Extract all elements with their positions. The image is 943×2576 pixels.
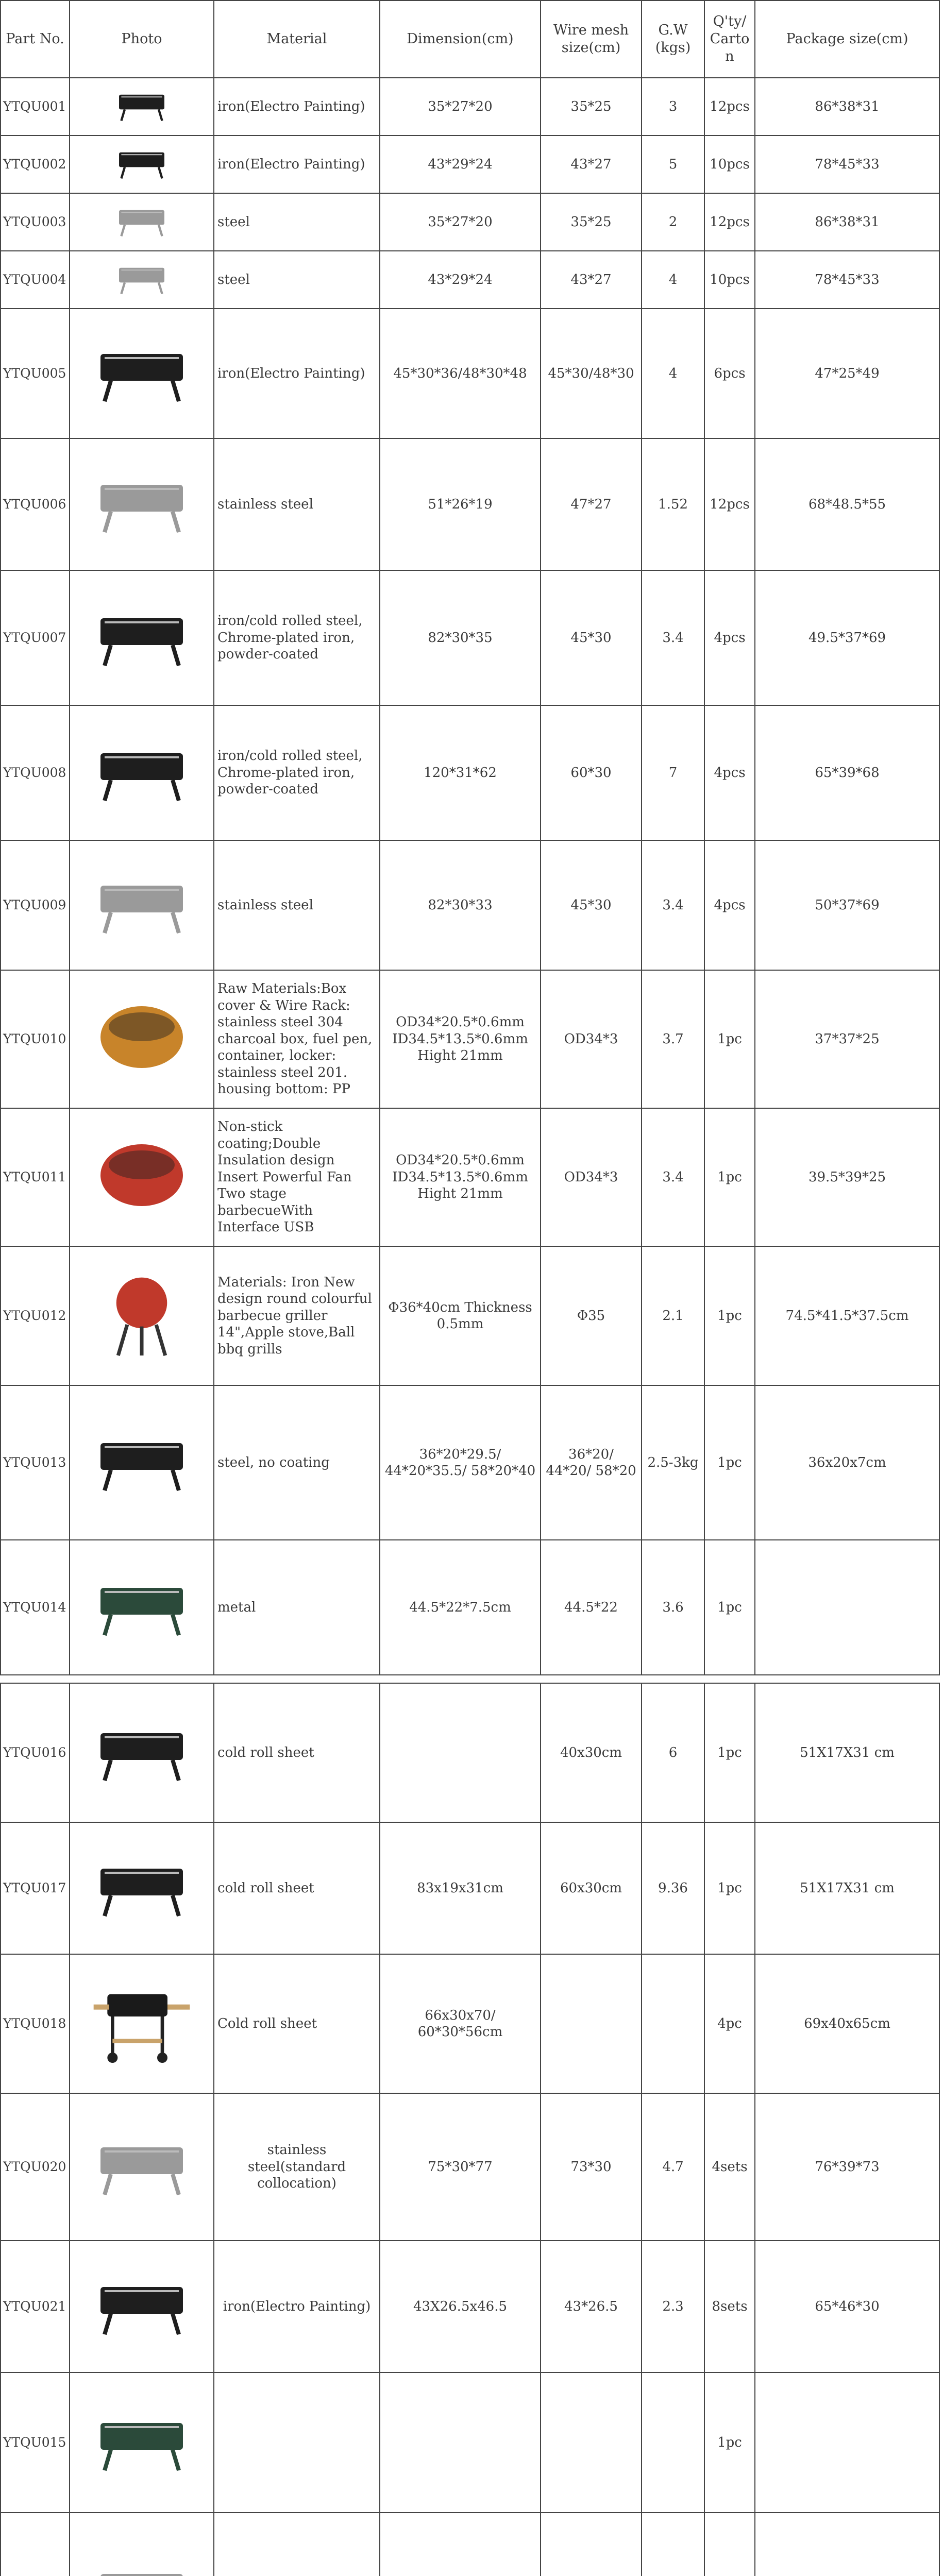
gw-cell: 4: [642, 309, 704, 438]
product-photo: [70, 1954, 214, 2093]
package-size-cell: 69x40x65cm: [755, 1954, 939, 2093]
lidded-grill-icon: [90, 2259, 193, 2354]
wire-mesh-cell: 60x30cm: [541, 1822, 642, 1954]
package-size-cell: 65*46*30: [755, 2241, 939, 2372]
gw-cell: 3.6: [642, 1540, 704, 1675]
product-photo: [70, 2372, 214, 2513]
box-grill-icon: [90, 326, 193, 421]
gw-cell: 3: [642, 78, 704, 135]
wire-mesh-cell: 35*25: [541, 193, 642, 251]
wire-mesh-cell: 36*20/ 44*20/ 58*20: [541, 1385, 642, 1540]
part-no-cell: YTQU016: [1, 1683, 70, 1822]
table-row: [1, 135, 939, 193]
table-row: [1, 1540, 939, 1675]
foldable-stand-grill-icon: [90, 1415, 193, 1511]
gw-cell: 3.4: [642, 840, 704, 970]
divider-cell: [1, 1675, 939, 1683]
product-photo: [70, 135, 214, 193]
table-row: [1, 1822, 939, 1954]
package-size-cell: 51X17X31 cm: [755, 1683, 939, 1822]
table-row: [1, 970, 939, 1108]
part-no-cell: YTQU021: [1, 2241, 70, 2372]
wire-mesh-cell: 43*26.5: [541, 2241, 642, 2372]
table-row: [1, 2241, 939, 2372]
product-photo: [70, 1246, 214, 1385]
gw-cell: 3.7: [642, 970, 704, 1108]
dimension-cell: OD34*20.5*0.6mm ID34.5*13.5*0.6mm Hight 21mm: [380, 970, 541, 1108]
material-cell: Materials: Iron New design round colourful barbecue griller 14",Apple stove,Ball bbq grills: [214, 1246, 380, 1385]
dimension-cell: 35*27*20: [380, 78, 541, 135]
material-cell: iron(Electro Painting): [214, 135, 380, 193]
wire-mesh-cell: 60*30: [541, 705, 642, 840]
wire-mesh-cell: 43*27: [541, 251, 642, 309]
material-cell: cold roll sheet: [214, 1822, 380, 1954]
qty-cell: 1pc: [704, 1108, 755, 1246]
stand-grill-icon: [90, 1841, 193, 1936]
gw-cell: [642, 1954, 704, 2093]
table-row: [1, 1954, 939, 2093]
kettle-grill-icon: [90, 1268, 193, 1364]
qty-cell: 1pc: [704, 1246, 755, 1385]
wire-mesh-cell: 40x30cm: [541, 1683, 642, 1822]
product-photo: [70, 705, 214, 840]
gw-cell: 2.1: [642, 1246, 704, 1385]
dimension-cell: 45*30*36/48*30*48: [380, 309, 541, 438]
dimension-cell: [380, 1683, 541, 1822]
material-cell: steel, no coating: [214, 1385, 380, 1540]
wire-mesh-cell: OD34*3: [541, 970, 642, 1108]
qty-cell: 4pcs: [704, 840, 755, 970]
header-dimension: Dimension(cm): [380, 1, 541, 78]
qty-cell: [704, 2513, 755, 2576]
stainless-legged-grill-icon: [90, 858, 193, 953]
material-cell: iron(Electro Painting): [214, 78, 380, 135]
product-photo: [70, 1822, 214, 1954]
gw-cell: [642, 2372, 704, 2513]
part-no-cell: YTQU001: [1, 78, 70, 135]
dimension-cell: 82*30*35: [380, 570, 541, 705]
wire-mesh-cell: Φ35: [541, 1246, 642, 1385]
part-no-cell: YTQU004: [1, 251, 70, 309]
wire-mesh-cell: 35*25: [541, 78, 642, 135]
folding-charcoal-grill-icon: [108, 84, 175, 129]
wire-mesh-cell: 44.5*22: [541, 1540, 642, 1675]
part-no-cell: YTQU007: [1, 570, 70, 705]
gw-cell: 3.4: [642, 1108, 704, 1246]
dimension-cell: 75*30*77: [380, 2093, 541, 2241]
wire-mesh-cell: 47*27: [541, 438, 642, 570]
product-rows: [1, 78, 939, 2576]
material-cell: stainless steel(standard collocation): [214, 2093, 380, 2241]
product-photo: [70, 570, 214, 705]
product-photo: [70, 193, 214, 251]
material-cell: Cold roll sheet: [214, 1954, 380, 2093]
product-photo: [70, 2093, 214, 2241]
table-row: [1, 78, 939, 135]
gw-cell: 2: [642, 193, 704, 251]
package-size-cell: 47*25*49: [755, 309, 939, 438]
part-no-cell: YTQU013: [1, 1385, 70, 1540]
dimension-cell: 44.5*22*7.5cm: [380, 1540, 541, 1675]
wire-mesh-cell: 45*30: [541, 570, 642, 705]
package-size-cell: 65*39*68: [755, 705, 939, 840]
qty-cell: 10pcs: [704, 251, 755, 309]
material-cell: [214, 2372, 380, 2513]
table-row: [1, 1108, 939, 1246]
package-size-cell: [755, 2372, 939, 2513]
dimension-cell: 36*20*29.5/ 44*20*35.5/ 58*20*40: [380, 1385, 541, 1540]
gw-cell: 5: [642, 135, 704, 193]
package-size-cell: 39.5*39*25: [755, 1108, 939, 1246]
red-round-grill-icon: [90, 1130, 193, 1225]
dimension-cell: Φ36*40cm Thickness 0.5mm: [380, 1246, 541, 1385]
part-no-cell: YTQU002: [1, 135, 70, 193]
product-photo: [70, 1385, 214, 1540]
product-photo: [70, 2513, 214, 2576]
qty-cell: 12pcs: [704, 438, 755, 570]
material-cell: metal: [214, 1540, 380, 1675]
material-cell: iron(Electro Painting): [214, 2241, 380, 2372]
dimension-cell: 120*31*62: [380, 705, 541, 840]
part-no-cell: YTQU014: [1, 1540, 70, 1675]
header-material: Material: [214, 1, 380, 78]
table-row: [1, 251, 939, 309]
header-row: [1, 1, 939, 78]
part-no-cell: YTQU006: [1, 438, 70, 570]
dimension-cell: 51*26*19: [380, 438, 541, 570]
header-gw: G.W (kgs): [642, 1, 704, 78]
product-photo: [70, 78, 214, 135]
table-row: [1, 570, 939, 705]
gw-cell: 7: [642, 705, 704, 840]
table-row: [1, 193, 939, 251]
material-cell: cold roll sheet: [214, 1683, 380, 1822]
folding-charcoal-grill-icon: [108, 142, 175, 187]
qty-cell: 4pcs: [704, 705, 755, 840]
qty-cell: 1pc: [704, 1683, 755, 1822]
aluminum-grill-icon: [90, 2546, 193, 2576]
wire-mesh-cell: [541, 2513, 642, 2576]
package-size-cell: [755, 1540, 939, 1675]
package-size-cell: 50*37*69: [755, 840, 939, 970]
round-portable-grill-icon: [90, 992, 193, 1087]
qty-cell: 12pcs: [704, 193, 755, 251]
steel-grill-icon: [108, 258, 175, 302]
material-cell: [214, 2513, 380, 2576]
folding-stand-grill-icon: [90, 1705, 193, 1801]
wire-mesh-cell: OD34*3: [541, 1108, 642, 1246]
trolley-grill-icon: [90, 1976, 193, 2072]
material-cell: iron(Electro Painting): [214, 309, 380, 438]
stainless-set-grill-icon: [90, 2120, 193, 2215]
gw-cell: 1.52: [642, 438, 704, 570]
package-size-cell: 49.5*37*69: [755, 570, 939, 705]
part-no-cell: YTQU020: [1, 2093, 70, 2241]
section-divider: [1, 1675, 939, 1683]
material-cell: steel: [214, 251, 380, 309]
part-no-cell: YTQU010: [1, 970, 70, 1108]
electric-grill-plate-icon: [90, 1560, 193, 1655]
dimension-cell: OD34*20.5*0.6mm ID34.5*13.5*0.6mm Hight 21mm: [380, 1108, 541, 1246]
product-photo: [70, 840, 214, 970]
material-cell: stainless steel: [214, 840, 380, 970]
table-row: [1, 2513, 939, 2576]
qty-cell: 10pcs: [704, 135, 755, 193]
part-no-cell: YTQU009: [1, 840, 70, 970]
dimension-cell: [380, 2372, 541, 2513]
part-no-cell: YTQU011: [1, 1108, 70, 1246]
header-part: Part No.: [1, 1, 70, 78]
package-size-cell: 68*48.5*55: [755, 438, 939, 570]
material-cell: Non-stick coating;Double Insulation design Insert Powerful Fan Two stage barbecueWith Interface USB: [214, 1108, 380, 1246]
material-cell: steel: [214, 193, 380, 251]
part-no-cell: YTQU018: [1, 1954, 70, 2093]
gw-cell: [642, 2513, 704, 2576]
material-cell: Raw Materials:Box cover & Wire Rack: stainless steel 304 charcoal box, fuel pen, container, locker: stainless steel 201. housing bottom: PP: [214, 970, 380, 1108]
qty-cell: 12pcs: [704, 78, 755, 135]
dimension-cell: 43*29*24: [380, 251, 541, 309]
product-photo: [70, 2241, 214, 2372]
package-size-cell: 36x20x7cm: [755, 1385, 939, 1540]
qty-cell: 4pc: [704, 1954, 755, 2093]
product-photo: [70, 1108, 214, 1246]
gw-cell: 4.7: [642, 2093, 704, 2241]
table-row: [1, 438, 939, 570]
qty-cell: 4pcs: [704, 570, 755, 705]
package-size-cell: 37*37*25: [755, 970, 939, 1108]
qty-cell: 1pc: [704, 1540, 755, 1675]
qty-cell: 1pc: [704, 970, 755, 1108]
package-size-cell: 76*39*73: [755, 2093, 939, 2241]
package-size-cell: 78*45*33: [755, 135, 939, 193]
qty-cell: 1pc: [704, 1822, 755, 1954]
table-row: [1, 1246, 939, 1385]
table-row: [1, 840, 939, 970]
part-no-cell: YTQU003: [1, 193, 70, 251]
package-size-cell: 51X17X31 cm: [755, 1822, 939, 1954]
header-package: Package size(cm): [755, 1, 939, 78]
qty-cell: 1pc: [704, 2372, 755, 2513]
gw-cell: 3.4: [642, 570, 704, 705]
gw-cell: 4: [642, 251, 704, 309]
wire-mesh-cell: [541, 2372, 642, 2513]
legged-grill-icon: [90, 590, 193, 686]
table-row: [1, 705, 939, 840]
dimension-cell: 43*29*24: [380, 135, 541, 193]
dimension-cell: 83x19x31cm: [380, 1822, 541, 1954]
wire-mesh-cell: 73*30: [541, 2093, 642, 2241]
dimension-cell: [380, 2513, 541, 2576]
header-qty: Q'ty/ Carto n: [704, 1, 755, 78]
material-cell: iron/cold rolled steel, Chrome-plated iron, powder-coated: [214, 570, 380, 705]
qty-cell: 1pc: [704, 1385, 755, 1540]
table-row: [1, 2372, 939, 2513]
steel-grill-icon: [108, 200, 175, 244]
dimension-cell: 82*30*33: [380, 840, 541, 970]
qty-cell: 8sets: [704, 2241, 755, 2372]
wire-mesh-cell: 45*30: [541, 840, 642, 970]
dimension-cell: 35*27*20: [380, 193, 541, 251]
part-no-cell: YTQU017: [1, 1822, 70, 1954]
part-no-cell: YTQU005: [1, 309, 70, 438]
package-size-cell: 86*38*31: [755, 193, 939, 251]
part-no-cell: YTQU008: [1, 705, 70, 840]
part-no-cell: YTQU012: [1, 1246, 70, 1385]
electric-grill-icon: [90, 2395, 193, 2490]
header-wire-mesh: Wire mesh size(cm): [541, 1, 642, 78]
package-size-cell: 78*45*33: [755, 251, 939, 309]
table-row: [1, 309, 939, 438]
product-photo: [70, 438, 214, 570]
stainless-tray-grill-icon: [90, 457, 193, 552]
package-size-cell: [755, 2513, 939, 2576]
header-photo: Photo: [70, 1, 214, 78]
part-no-cell: [1, 2513, 70, 2576]
product-photo: [70, 1683, 214, 1822]
product-photo: [70, 309, 214, 438]
material-cell: stainless steel: [214, 438, 380, 570]
package-size-cell: 74.5*41.5*37.5cm: [755, 1246, 939, 1385]
product-photo: [70, 1540, 214, 1675]
dimension-cell: 43X26.5x46.5: [380, 2241, 541, 2372]
table-row: [1, 1385, 939, 1540]
table-row: [1, 2093, 939, 2241]
qty-cell: 6pcs: [704, 309, 755, 438]
product-photo: [70, 970, 214, 1108]
part-no-cell: YTQU015: [1, 2372, 70, 2513]
table-row: [1, 1683, 939, 1822]
material-cell: iron/cold rolled steel, Chrome-plated iron, powder-coated: [214, 705, 380, 840]
qty-cell: 4sets: [704, 2093, 755, 2241]
product-photo: [70, 251, 214, 309]
gw-cell: 2.5-3kg: [642, 1385, 704, 1540]
dimension-cell: 66x30x70/ 60*30*56cm: [380, 1954, 541, 2093]
wire-mesh-cell: [541, 1954, 642, 2093]
package-size-cell: 86*38*31: [755, 78, 939, 135]
gw-cell: 9.36: [642, 1822, 704, 1954]
gw-cell: 6: [642, 1683, 704, 1822]
wire-mesh-cell: 43*27: [541, 135, 642, 193]
long-grill-icon: [90, 725, 193, 821]
gw-cell: 2.3: [642, 2241, 704, 2372]
wire-mesh-cell: 45*30/48*30: [541, 309, 642, 438]
